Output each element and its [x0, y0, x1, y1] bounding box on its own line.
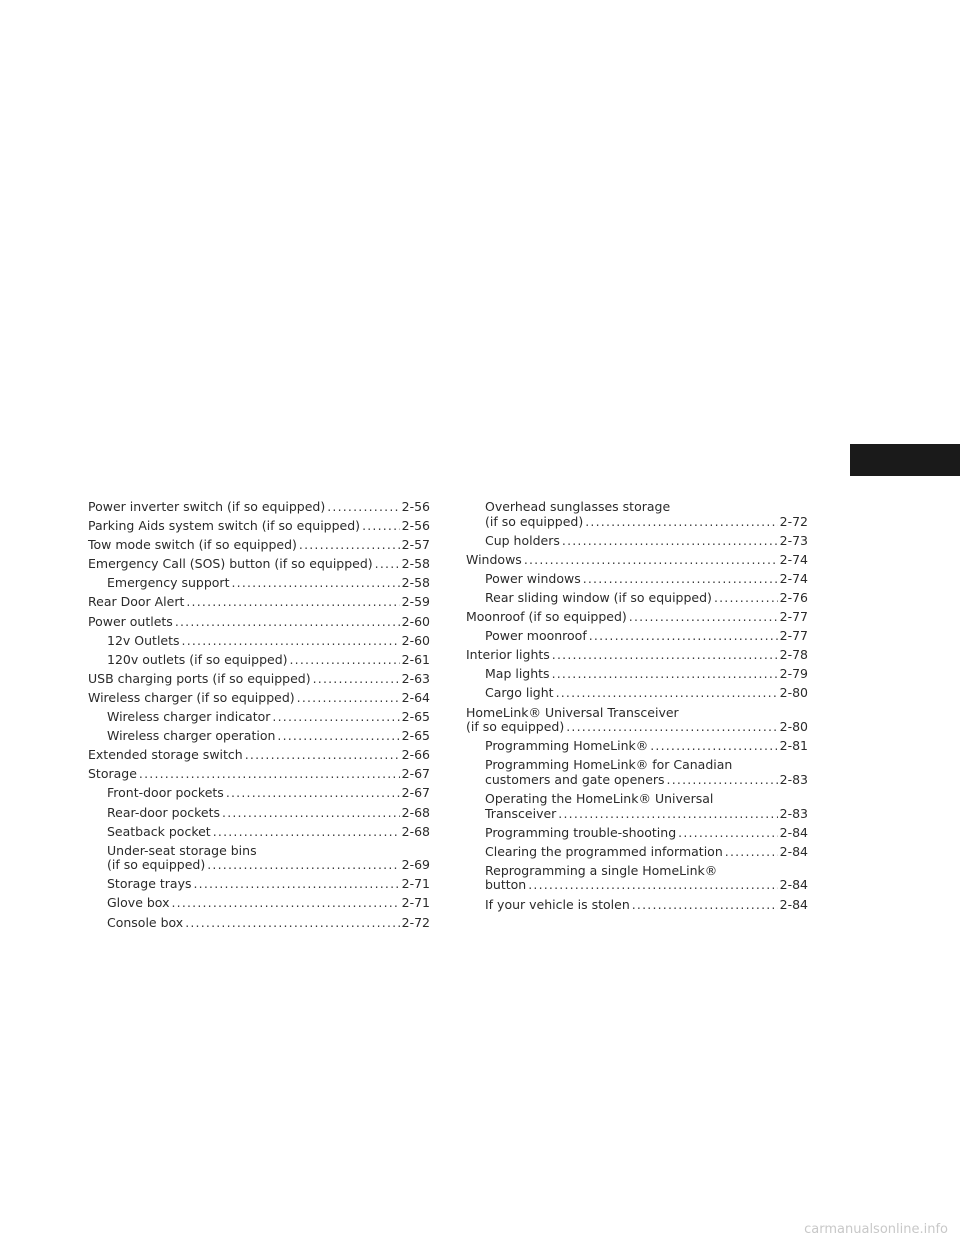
dot-leader — [583, 572, 778, 587]
toc-entry[interactable] — [88, 806, 430, 821]
toc-entry-title: Storage trays — [107, 876, 192, 892]
toc-entry-title: Windows — [466, 551, 522, 567]
toc-page-number: 2-56 — [401, 518, 430, 534]
toc-entry[interactable] — [88, 500, 430, 515]
toc-entry-title: Power windows — [485, 570, 581, 586]
toc-page-number: 2-56 — [401, 499, 430, 514]
dot-leader — [589, 629, 778, 644]
dot-leader — [327, 500, 399, 515]
toc-page-number: 2-77 — [779, 609, 808, 625]
toc-entry-title: Tow mode switch (if so equipped) — [88, 537, 297, 553]
toc-page-number: 2-63 — [401, 670, 430, 686]
dot-leader — [194, 877, 400, 892]
toc-entry[interactable] — [88, 519, 430, 534]
toc-page-number: 2-60 — [401, 632, 430, 648]
toc-entry-title: Cargo light — [485, 685, 554, 701]
toc-entry-title: Rear-door pockets — [107, 804, 221, 820]
dot-leader — [585, 515, 777, 530]
toc-entry-title: Wireless charger indicator — [107, 709, 271, 725]
dot-leader — [231, 576, 399, 591]
dot-leader — [226, 786, 400, 801]
toc-page-number: 2-72 — [401, 914, 430, 930]
toc-page-number: 2-64 — [401, 689, 430, 705]
toc-entry-title: If your vehicle is stolen — [485, 896, 630, 912]
dot-leader — [528, 878, 777, 893]
toc-entry[interactable] — [466, 572, 808, 587]
toc-entry-title: Rear sliding window (if so equipped) — [485, 589, 712, 605]
toc-page-number: 2-61 — [401, 651, 430, 667]
toc-entry[interactable] — [88, 916, 430, 931]
dot-leader — [313, 672, 400, 687]
toc-entry-title: button — [485, 877, 527, 893]
toc-entry[interactable] — [466, 629, 808, 644]
toc-page-number: 2-58 — [401, 556, 430, 572]
dot-leader — [558, 807, 777, 822]
toc-entry-title: (if so equipped) — [466, 719, 565, 735]
toc-page-number: 2-78 — [779, 647, 808, 663]
dot-leader — [552, 667, 778, 682]
toc-page-number: 2-74 — [779, 551, 808, 567]
toc-entry-title: Console box — [107, 914, 184, 930]
toc-entry[interactable] — [466, 591, 808, 606]
toc-entry-title: Wireless charger (if so equipped) — [88, 689, 295, 705]
toc-entry[interactable] — [466, 898, 808, 913]
toc-entry-title: Power moonroof — [485, 628, 587, 644]
toc-entry-title: (if so equipped) — [485, 513, 584, 529]
toc-page-number: 2-77 — [779, 628, 808, 644]
toc-entry-title: customers and gate openers — [485, 771, 665, 787]
toc-entry-title: 120v outlets (if so equipped) — [107, 651, 288, 667]
dot-leader — [678, 826, 777, 841]
toc-entry-title: Clearing the programmed information — [485, 843, 723, 859]
toc-page-number: 2-84 — [779, 877, 808, 893]
toc-entry-title: Power outlets — [88, 613, 173, 629]
toc-entry[interactable] — [88, 576, 430, 591]
toc-entry[interactable] — [466, 864, 808, 893]
toc-entry-title-line: Reprogramming a single HomeLink® — [485, 862, 718, 878]
toc-entry-title-line: Operating the HomeLink® Universal — [485, 791, 714, 806]
toc-page-number: 2-76 — [779, 589, 808, 605]
toc-entry-title: Programming trouble-shooting — [485, 824, 677, 840]
toc-entry-title: Front-door pockets — [107, 785, 224, 801]
watermark-text: carmanualsonline.info — [804, 1222, 948, 1237]
toc-page-number: 2-67 — [401, 785, 430, 801]
dot-leader — [362, 519, 400, 534]
dot-leader — [272, 710, 399, 725]
toc-entry-title: Emergency Call (SOS) button (if so equipped) — [88, 556, 373, 572]
dot-leader — [552, 648, 778, 663]
toc-entry-title: Parking Aids system switch (if so equipped) — [88, 518, 361, 534]
toc-entry-title: Extended storage switch — [88, 747, 243, 763]
toc-entry-title: Power inverter switch (if so equipped) — [88, 499, 326, 514]
toc-entry[interactable] — [466, 706, 808, 735]
dot-leader — [375, 557, 400, 572]
toc-entry-title: Rear Door Alert — [88, 594, 185, 610]
dot-leader — [277, 729, 399, 744]
dot-leader — [182, 634, 400, 649]
toc-entry-title-line: Programming HomeLink® for Canadian — [485, 757, 733, 773]
toc-entry-title: Map lights — [485, 666, 550, 682]
toc-page-number: 2-58 — [401, 575, 430, 591]
toc-entry-title-line: Under-seat storage bins — [107, 842, 257, 858]
toc-entry[interactable] — [466, 686, 808, 701]
toc-entry-title: USB charging ports (if so equipped) — [88, 670, 311, 686]
toc-page-number: 2-65 — [401, 728, 430, 744]
toc-page-number: 2-71 — [401, 895, 430, 911]
toc-page-number: 2-68 — [401, 823, 430, 839]
toc-page-number: 2-84 — [779, 824, 808, 840]
toc-page-number: 2-80 — [779, 719, 808, 735]
toc-entry[interactable] — [88, 896, 430, 911]
toc-page-number: 2-66 — [401, 747, 430, 763]
toc-page-number: 2-83 — [779, 771, 808, 787]
toc-page-number: 2-74 — [779, 570, 808, 586]
toc-entry[interactable] — [466, 792, 808, 821]
dot-leader — [222, 806, 400, 821]
toc-entry-title: Glove box — [107, 895, 170, 911]
toc-column-left — [88, 500, 430, 930]
toc-page-number: 2-68 — [401, 804, 430, 820]
dot-leader — [186, 595, 399, 610]
dot-leader — [175, 615, 400, 630]
dot-leader — [139, 767, 400, 782]
dot-leader — [297, 691, 400, 706]
toc-entry-title: (if so equipped) — [107, 857, 206, 873]
toc-entry[interactable] — [466, 553, 808, 568]
toc-entry[interactable] — [88, 877, 430, 892]
toc-entry[interactable] — [88, 767, 430, 782]
toc-column-right — [466, 500, 808, 912]
toc-page-number: 2-84 — [779, 843, 808, 859]
toc-page-number: 2-79 — [779, 666, 808, 682]
toc-entry[interactable] — [88, 710, 430, 725]
toc-page-number: 2-84 — [779, 896, 808, 912]
toc-entry-title: Storage — [88, 766, 137, 782]
toc-page-number: 2-65 — [401, 709, 430, 725]
dot-leader — [213, 825, 400, 840]
toc-page-number: 2-59 — [401, 594, 430, 610]
toc-entry[interactable] — [88, 844, 430, 873]
toc-page-number: 2-60 — [401, 613, 430, 629]
toc-entry[interactable] — [466, 500, 808, 529]
toc-page-number: 2-80 — [779, 685, 808, 701]
toc-page-number: 2-81 — [779, 738, 808, 754]
dot-leader — [632, 898, 778, 913]
toc-entry[interactable] — [88, 653, 430, 668]
toc-page-number: 2-69 — [401, 857, 430, 873]
toc-entry-title-line: HomeLink® Universal Transceiver — [466, 704, 679, 720]
toc-entry-title: Programming HomeLink® — [485, 738, 649, 754]
toc-entry[interactable] — [88, 748, 430, 763]
toc-page-number: 2-72 — [779, 513, 808, 529]
toc-page-number: 2-57 — [401, 537, 430, 553]
toc-entry[interactable] — [88, 691, 430, 706]
dot-leader — [566, 720, 777, 735]
toc-entry[interactable] — [88, 538, 430, 553]
chapter-tab — [850, 444, 960, 476]
toc-entry[interactable] — [88, 729, 430, 744]
dot-leader — [171, 896, 399, 911]
toc-entry-title: Transceiver — [485, 805, 557, 821]
toc-entry[interactable] — [466, 534, 808, 549]
toc-entry[interactable] — [466, 648, 808, 663]
toc-entry[interactable] — [88, 634, 430, 649]
toc-entry[interactable] — [88, 825, 430, 840]
toc-page-number: 2-71 — [401, 876, 430, 892]
toc-entry-title: Seatback pocket — [107, 823, 211, 839]
toc-page-number: 2-67 — [401, 766, 430, 782]
toc-entry-title: Cup holders — [485, 532, 560, 548]
toc-entry[interactable] — [88, 557, 430, 572]
dot-leader — [207, 858, 399, 873]
toc-entry[interactable] — [466, 758, 808, 787]
dot-leader — [667, 773, 778, 788]
dot-leader — [290, 653, 400, 668]
dot-leader — [562, 534, 778, 549]
toc-entry[interactable] — [466, 667, 808, 682]
dot-leader — [524, 553, 778, 568]
dot-leader — [185, 916, 399, 931]
dot-leader — [556, 686, 778, 701]
toc-entry[interactable] — [88, 615, 430, 630]
toc-entry-title-line: Overhead sunglasses storage — [485, 499, 671, 514]
toc-entry[interactable] — [466, 826, 808, 841]
dot-leader — [650, 739, 777, 754]
dot-leader — [629, 610, 778, 625]
toc-entry-title: Moonroof (if so equipped) — [466, 609, 627, 625]
dot-leader — [245, 748, 400, 763]
dot-leader — [725, 845, 778, 860]
toc-entry[interactable] — [88, 672, 430, 687]
toc-entry[interactable] — [466, 610, 808, 625]
toc-page-number: 2-73 — [779, 532, 808, 548]
toc-entry[interactable] — [88, 786, 430, 801]
dot-leader — [299, 538, 400, 553]
toc-entry[interactable] — [88, 595, 430, 610]
dot-leader — [714, 591, 778, 606]
toc-entry-title: 12v Outlets — [107, 632, 180, 648]
toc-entry[interactable] — [466, 739, 808, 754]
toc-entry-title: Emergency support — [107, 575, 230, 591]
toc-page-number: 2-83 — [779, 805, 808, 821]
toc-entry-title: Wireless charger operation — [107, 728, 276, 744]
toc-entry-title: Interior lights — [466, 647, 550, 663]
toc-entry[interactable] — [466, 845, 808, 860]
